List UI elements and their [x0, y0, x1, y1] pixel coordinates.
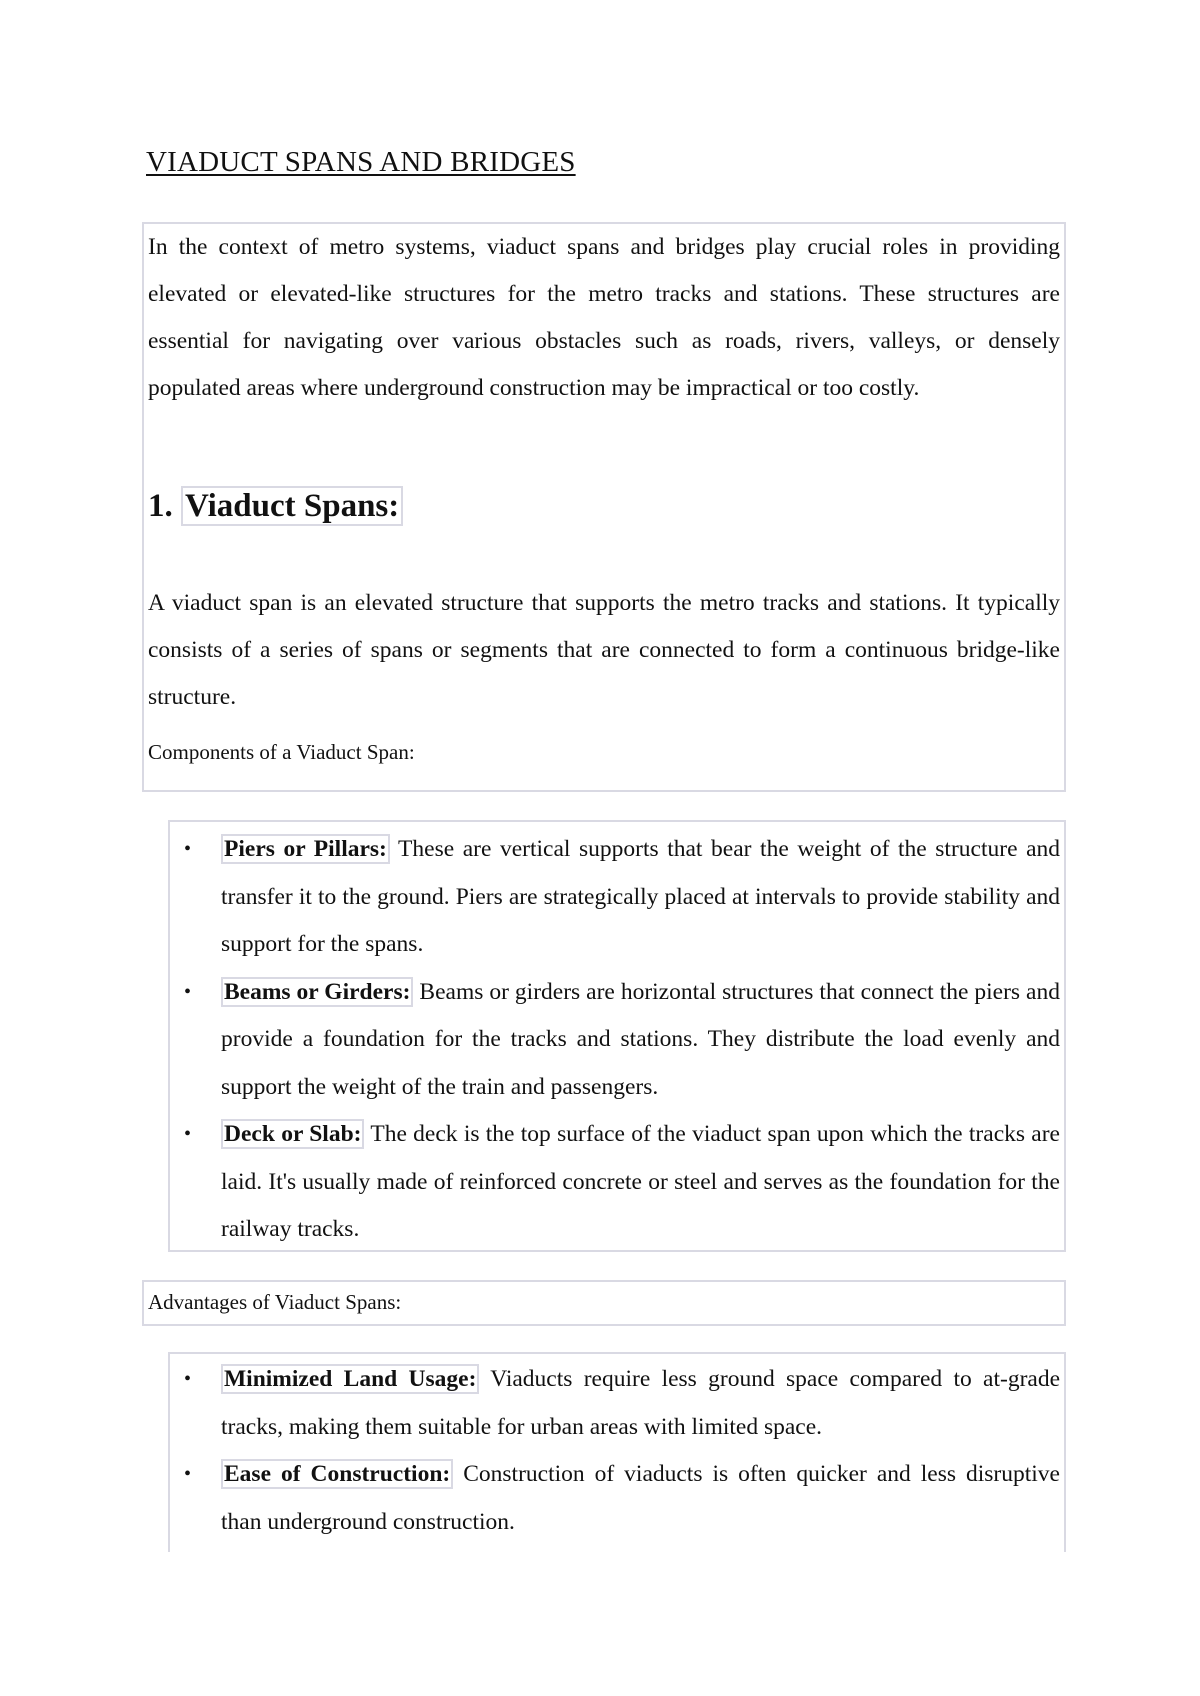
advantages-label-box: [142, 1280, 1066, 1326]
bullet-icon: •: [184, 1463, 192, 1485]
list-item-text: The deck is the top surface of the viaduct span upon which the tracks are laid. It's usually made of reinforced concrete or steel and serves as the foundation for the railway tracks.: [221, 1121, 1060, 1242]
bullet-icon: •: [184, 838, 192, 860]
list-item-text: Viaducts require less ground space compared to at-grade tracks, making them suitable for urban areas with limited space.: [221, 1366, 1061, 1440]
list-item: [170, 1111, 1064, 1254]
list-item-term: Deck or Slab:: [221, 1119, 364, 1149]
bullet-icon: •: [184, 1368, 192, 1390]
section-heading-label: Viaduct Spans:: [181, 486, 403, 526]
list-item-term: Beams or Girders:: [221, 977, 413, 1007]
section-heading-viaduct-spans: [148, 486, 403, 526]
components-list: [170, 822, 1064, 1254]
bullet-icon: •: [184, 1123, 192, 1145]
intro-text-box: [142, 222, 1066, 792]
components-label: Components of a Viaduct Span:: [148, 740, 415, 764]
list-item-term: Minimized Land Usage:: [221, 1364, 479, 1394]
list-item: [170, 969, 1064, 1112]
list-item-text: Beams or girders are horizontal structures that connect the piers and provide a foundation for the tracks and stations. They distribute the load evenly and support the weight of the train and passengers.: [221, 978, 1060, 1100]
advantages-label: Advantages of Viaduct Spans:: [148, 1290, 402, 1314]
list-item-term: Ease of Construction:: [221, 1459, 453, 1489]
document-title: VIADUCT SPANS AND BRIDGES: [146, 146, 576, 178]
bullet-icon: •: [184, 980, 192, 1003]
list-item-text: These are vertical supports that bear the weight of the structure and transfer it to the ground. Piers are strategically placed at intervals to provide stability and support for the spans.: [221, 836, 1060, 957]
advantages-list: [170, 1354, 1064, 1546]
list-item: [170, 1356, 1064, 1451]
list-item-term: Piers or Pillars:: [221, 834, 390, 864]
section-number: 1.: [148, 488, 173, 524]
viaduct-span-paragraph: A viaduct span is an elevated structure that supports the metro tracks and stations. It typically consists of a series of spans or segments that are connected to form a continuous bridge-like structure.: [148, 590, 1060, 710]
list-item-text: Construction of viaducts is often quicker and less disruptive than underground construction.: [221, 1461, 1060, 1535]
components-list-box: [168, 820, 1066, 1252]
intro-paragraph: In the context of metro systems, viaduct spans and bridges play crucial roles in providing elevated or elevated-like structures for the metro tracks and stations. These structures are essential for navigating over various obstacles such as roads, rivers, valleys, or densely populated areas where underground construction may be impractical or too costly.: [148, 234, 1060, 401]
list-item: [170, 1451, 1064, 1546]
list-item: [170, 826, 1064, 969]
advantages-list-box: [168, 1352, 1066, 1552]
